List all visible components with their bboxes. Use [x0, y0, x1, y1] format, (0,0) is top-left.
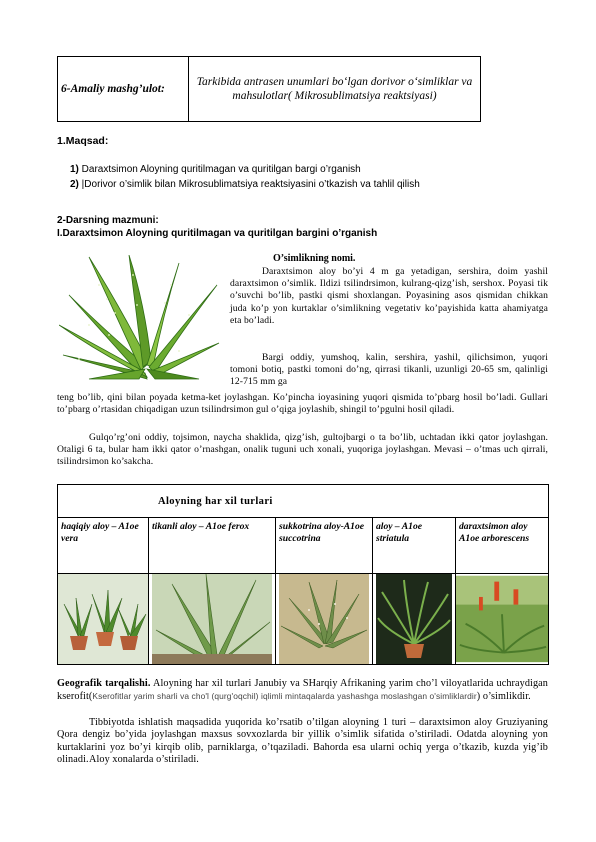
- goal-heading: 1.Maqsad:: [57, 135, 109, 147]
- geography-label: Geografik tarqalishi.: [57, 678, 151, 689]
- aloe-type-photo-cell: [149, 574, 276, 665]
- aloe-type-photo-cell: [456, 574, 549, 665]
- aloe-striatula-photo: [373, 574, 455, 664]
- aloe-types-table: [57, 484, 549, 665]
- aloe-type-photo-cell: [373, 574, 456, 665]
- geography-paragraph: Geografik tarqalishi. Aloyning har xil turlari Janubiy va SHarqiy Afrikaning yarim cho’l viloyatlarida uchraydigan kserofit(Kserofitlar yarim sharli va cho'l (qurg'oqchil) iqlimli mintaqalarda yashashga moslashgan o'simliklardir) o’simlikdir.: [57, 678, 548, 703]
- description-paragraph-2-top: Bargi oddiy, yumshoq, kalin, sershira, yashil, qilichsimon, yuqori tomoni botiq, pastki tomoni do’ng, qirrasi tikanli, uzunligi 20-65 sm, qalinligi 12-715 mm ga: [230, 352, 548, 388]
- section-heading: I.Daraxtsimon Aloyning quritilmagan va quritilgan bargini o’rganish: [57, 228, 378, 239]
- aloe-ferox-photo: [149, 574, 275, 664]
- goal-item: 1) Daraxtsimon Aloyning quritilmagan va quritilgan bargi o’rganish: [70, 164, 361, 175]
- practice-title: Tarkibida antrasen unumlari bo‘lgan dorivor o‘simliklar va mahsulotlar( Mikrosublimatsiya reaktsiyasi): [189, 57, 481, 122]
- aloe-type-name: haqiqiy aloy – A1oe vera: [58, 518, 149, 574]
- xerophyte-note: Kserofitlar yarim sharli va cho'l (qurg'oqchil) iqlimli mintaqalarda yashashga moslashgan o'simliklardir: [92, 691, 477, 702]
- practice-header-table: [57, 56, 481, 122]
- aloe-succotrina-photo: [276, 574, 372, 664]
- indoor-paragraph: Aloy xonalarda o’stiriladi.: [89, 754, 199, 765]
- aloe-type-name: aloy – A1oe striatula: [373, 518, 456, 574]
- aloe-vera-photo: [58, 574, 148, 664]
- goal-list: [70, 162, 550, 192]
- description-paragraph-1: Daraxtsimon aloy bo’yi 4 m ga yetadigan, sershira, doim yashil daraxtsimon o’simlik. Ildizi tsilindrsimon, kulrang-qizg’ish, sershox. Poyasi tik o’suvchi bo’lib, pastki qismi shoxlangan. Poyasining asos qismidan chikkan juda ko’p yon kurtaklar o’simlikning vegetativ ko’payishida katta ahamiyatga eta bo’ladi.: [230, 266, 548, 326]
- description-paragraph-3: Gulqo’rg’oni oddiy, tojsimon, naycha shaklida, qizg’ish, gultojbargi o ta bo’lib, uchtadan ikki qator joylashgan. Otaligi 6 ta, bular ham ikki qator o’rnashgan, onalik tuguni uch xonali, yuqoriga joylashgan. Mevasi – o’tmas uch qirrali, tsilindrsimon ko’sakcha.: [57, 432, 548, 468]
- medical-use-paragraph: Tibbiyotda ishlatish maqsadida yuqorida ko’rsatib o’tilgan aloyning 1 turi – daraxtsimon aloy Gruziyaning Qora dengiz bo’yida joylashgan maxsus sovxozlarda bir yillik o’simlik sifatida o’stiriladi. Odatda aloyning yon kurtaklarini yoz bo’yi kirqib olib, parniklarga, o’tqaziladi. Bahorda esa ularni ochiq yerga o’tkazib, kuzda yig’ib olinadi.: [57, 717, 548, 766]
- aloe-type-name: daraxtsimon aloy A1oe arborescens: [456, 518, 549, 574]
- practice-label: 6-Amaliy mashg’ulot:: [58, 57, 189, 122]
- aloe-type-photo-cell: [58, 574, 149, 665]
- aloe-plant-image: [59, 255, 221, 380]
- aloe-arborescens-photo: [456, 574, 548, 664]
- goal-item: 2) |Dorivor o’simlik bilan Mikrosublimatsiya reaktsiyasini o’tkazish va tahlil qilish: [70, 179, 420, 190]
- content-heading: 2-Darsning mazmuni:: [57, 215, 159, 226]
- aloe-type-name: tikanli aloy – A1oe ferox: [149, 518, 276, 574]
- aloe-types-title: Aloyning har xil turlari: [58, 485, 549, 518]
- description-paragraph-2-bottom: teng bo’lib, qini bilan poyada ketma-ket joylashgan. Ko’pincha ioyasining yuqori qismida to’pbarg hosil bo’ladi. Gullari to’pbarg o’rtasidan chiqadigan uzun tsilindrsimon gul o’qiga joylashib, shingil to’pgulni hosil qiladi.: [57, 392, 548, 416]
- aloe-type-name: sukkotrina aloy-A1oe succotrina: [276, 518, 373, 574]
- plant-name-subtitle: O’simlikning nomi.: [273, 253, 356, 264]
- aloe-type-photo-cell: [276, 574, 373, 665]
